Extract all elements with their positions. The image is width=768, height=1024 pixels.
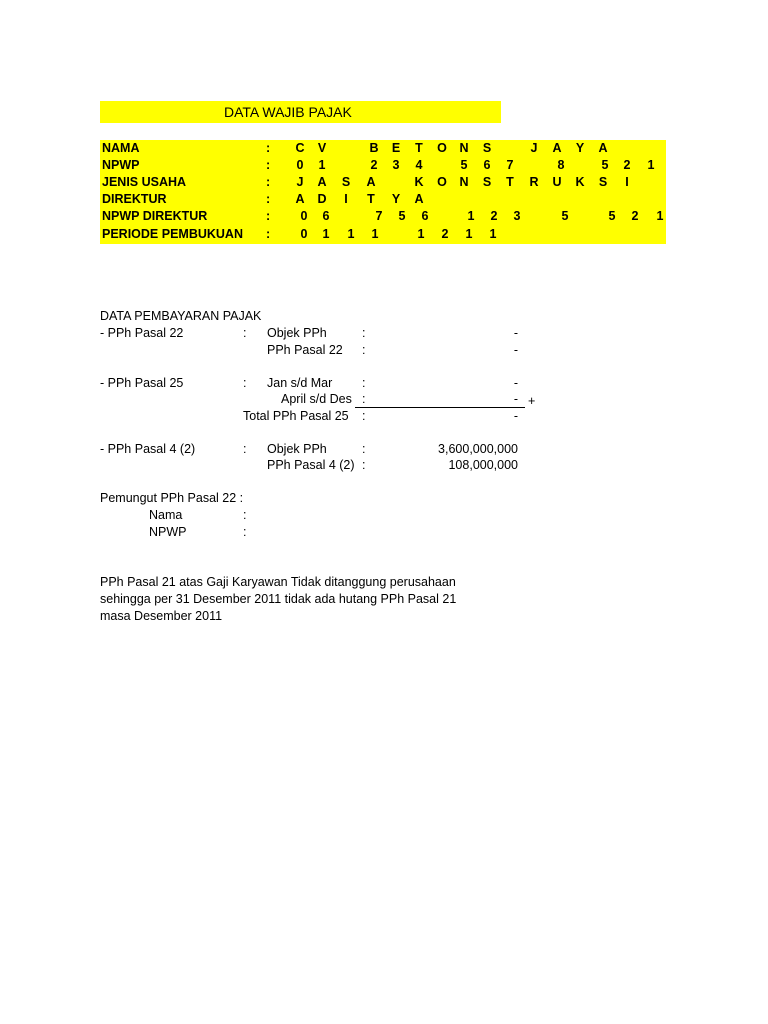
info-row-char: S [341, 175, 351, 189]
info-row-char: 0 [300, 227, 308, 241]
info-row-char: V [317, 141, 327, 155]
info-row-char: E [391, 141, 401, 155]
info-row-char: 3 [392, 158, 400, 172]
pasal22-pph-value: - [513, 343, 518, 357]
info-row-label: NPWP [102, 158, 140, 172]
pasal25-janmar-value: - [513, 376, 518, 390]
info-row-char: O [437, 141, 447, 155]
info-row-label: NPWP DIREKTUR [102, 209, 208, 223]
info-row-label: NAMA [102, 141, 140, 155]
info-row-char: S [598, 175, 608, 189]
pasal4-label: - PPh Pasal 4 (2) [100, 442, 196, 456]
info-row-colon: : [266, 227, 271, 241]
info-row-char: 2 [631, 209, 639, 223]
pasal25-aprdes-colon: : [362, 392, 366, 406]
info-row-char: A [366, 175, 376, 189]
info-row-char: T [415, 141, 423, 155]
pasal4-pph-value: 108,000,000 [448, 458, 518, 472]
pasal25-colon: : [243, 376, 247, 390]
info-row-char: 1 [489, 227, 497, 241]
pemungut-title: Pemungut PPh Pasal 22 : [100, 491, 244, 505]
info-row-char: 1 [647, 158, 655, 172]
info-row-char: U [552, 175, 562, 189]
info-row-char: T [367, 192, 375, 206]
page-title: DATA WAJIB PAJAK [224, 104, 352, 120]
pasal25-janmar-label: Jan s/d Mar [267, 376, 333, 390]
info-row-char: 3 [513, 209, 521, 223]
info-row [100, 191, 666, 208]
info-row-char: T [506, 175, 514, 189]
pasal22-colon: : [243, 326, 247, 340]
info-row-colon: : [266, 175, 271, 189]
info-row-char: J [296, 175, 304, 189]
info-row-char: N [459, 175, 469, 189]
info-row-char: 1 [347, 227, 355, 241]
pasal25-total-colon: : [362, 409, 366, 423]
pasal22-objek-value: - [513, 326, 518, 340]
info-row-char: 5 [608, 209, 616, 223]
info-row-char: N [459, 141, 469, 155]
info-row-label: DIREKTUR [102, 192, 167, 206]
info-row-char: 1 [656, 209, 664, 223]
pasal4-objek-value: 3,600,000,000 [438, 442, 518, 456]
info-row-char: 1 [322, 227, 330, 241]
note-line: sehingga per 31 Desember 2011 tidak ada hutang PPh Pasal 21 [100, 592, 457, 606]
info-row-char: 5 [460, 158, 468, 172]
info-row-char: 0 [300, 209, 308, 223]
info-row-char: 6 [322, 209, 330, 223]
info-row-char: 4 [415, 158, 423, 172]
info-row-char: S [482, 175, 492, 189]
pasal25-janmar-colon: : [362, 376, 366, 390]
info-row-char: J [530, 141, 538, 155]
taxpayer-info-band [100, 140, 666, 244]
info-row [100, 208, 666, 225]
info-row [100, 226, 666, 243]
info-row-char: A [295, 192, 305, 206]
pasal4-colon: : [243, 442, 247, 456]
payments-title: DATA PEMBAYARAN PAJAK [100, 309, 262, 323]
info-row-char: A [414, 192, 424, 206]
pasal4-objek-colon: : [362, 442, 366, 456]
info-row-char: 6 [483, 158, 491, 172]
pasal25-aprdes-label: April s/d Des [281, 392, 352, 406]
info-row-char: S [482, 141, 492, 155]
info-row-colon: : [266, 192, 271, 206]
pasal4-pph-label: PPh Pasal 4 (2) [267, 458, 355, 472]
info-row-char: R [529, 175, 539, 189]
info-row-char: I [625, 175, 629, 189]
info-row-char: 8 [557, 158, 565, 172]
pasal4-pph-colon: : [362, 458, 366, 472]
info-row-char: 2 [623, 158, 631, 172]
info-row-char: 1 [417, 227, 425, 241]
info-row-char: Y [391, 192, 401, 206]
info-row-char: 1 [465, 227, 473, 241]
info-row-char: 1 [318, 158, 326, 172]
info-row-char: 6 [421, 209, 429, 223]
info-row-char: I [344, 192, 348, 206]
info-row-char: C [295, 141, 305, 155]
pasal22-objek-colon: : [362, 326, 366, 340]
note-line: masa Desember 2011 [100, 609, 223, 623]
info-row-char: O [437, 175, 447, 189]
info-row [100, 157, 666, 174]
info-row-label: JENIS USAHA [102, 175, 187, 189]
pemungut-nama-colon: : [243, 508, 247, 522]
info-row-char: D [317, 192, 327, 206]
info-row-colon: : [266, 209, 271, 223]
pasal25-aprdes-value: - [513, 392, 518, 406]
pasal22-pph-label: PPh Pasal 22 [267, 343, 343, 357]
note-line: PPh Pasal 21 atas Gaji Karyawan Tidak ditanggung perusahaan [100, 575, 456, 589]
info-row-char: K [414, 175, 424, 189]
info-row-char: 2 [441, 227, 449, 241]
info-row-char: 7 [375, 209, 383, 223]
info-row-char: B [369, 141, 379, 155]
sum-plus-sign: + [528, 394, 536, 408]
info-row-label: PERIODE PEMBUKUAN [102, 227, 243, 241]
info-row-char: 1 [467, 209, 475, 223]
info-row [100, 174, 666, 191]
info-row-char: A [552, 141, 562, 155]
info-row-char: 1 [371, 227, 379, 241]
info-row-char: 7 [506, 158, 514, 172]
info-row-colon: : [266, 158, 271, 172]
info-row-char: A [598, 141, 608, 155]
info-row-char: K [575, 175, 585, 189]
pasal4-objek-label: Objek PPh [267, 442, 327, 456]
pasal22-pph-colon: : [362, 343, 366, 357]
info-row-char: A [317, 175, 327, 189]
info-row-char: Y [575, 141, 585, 155]
info-row-char: 5 [398, 209, 406, 223]
info-row-char: 5 [561, 209, 569, 223]
pasal25-total-value: - [513, 409, 518, 423]
pasal22-objek-label: Objek PPh [267, 326, 327, 340]
pemungut-npwp-colon: : [243, 525, 247, 539]
pemungut-nama-label: Nama [149, 508, 183, 522]
pemungut-npwp-label: NPWP [149, 525, 187, 539]
pasal25-label: - PPh Pasal 25 [100, 376, 184, 390]
info-row-char: 2 [370, 158, 378, 172]
info-row-colon: : [266, 141, 271, 155]
pasal22-label: - PPh Pasal 22 [100, 326, 184, 340]
info-row-char: 0 [296, 158, 304, 172]
info-row-char: 2 [490, 209, 498, 223]
info-row [100, 140, 666, 157]
info-row-char: 5 [601, 158, 609, 172]
pasal25-total-label: Total PPh Pasal 25 [243, 409, 349, 423]
